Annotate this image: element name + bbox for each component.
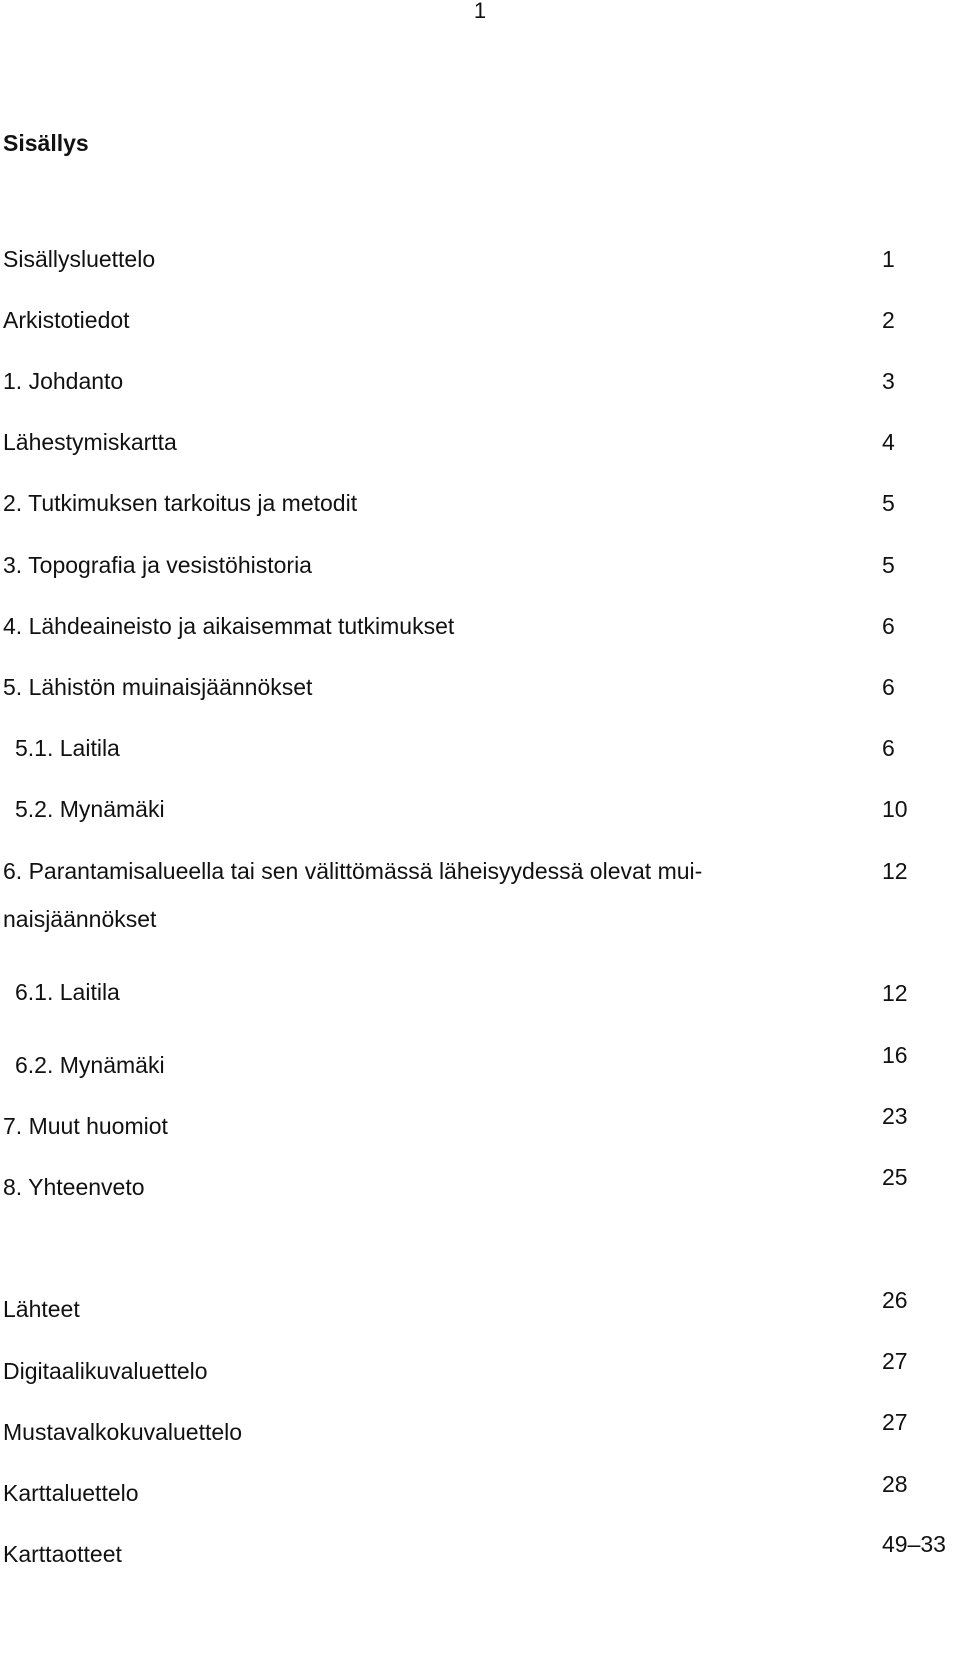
toc-entry-title: 3. Topografia ja vesistöhistoria — [3, 552, 312, 578]
toc-entry-title: Lähestymiskartta — [3, 429, 177, 455]
toc-entry-page: 16 — [882, 1042, 908, 1068]
toc-entry-title: 6.2. Mynämäki — [15, 1052, 165, 1078]
toc-entry-title: 6. Parantamisalueella tai sen välittömässä läheisyydessä olevat mui- — [3, 858, 703, 884]
page-number: 1 — [473, 0, 487, 23]
toc-entry-page: 12 — [882, 858, 908, 884]
toc-entry-title: 5. Lähistön muinaisjäännökset — [3, 674, 313, 700]
toc-entry-title: Digitaalikuvaluettelo — [3, 1358, 208, 1384]
toc-entry-page: 2 — [882, 307, 895, 333]
toc-entry-title: 8. Yhteenveto — [3, 1174, 145, 1200]
toc-entry-page: 23 — [882, 1103, 908, 1129]
toc-entry-title: Mustavalkokuvaluettelo — [3, 1419, 243, 1445]
toc-entry-page: 26 — [882, 1287, 908, 1313]
toc-entry-page: 6 — [882, 735, 895, 761]
toc-entry-title: Karttaotteet — [3, 1541, 122, 1567]
toc-entry-title: Lähteet — [3, 1296, 80, 1322]
toc-entry-title: 6.1. Laitila — [15, 979, 120, 1005]
toc-entry-title: Sisällysluettelo — [3, 246, 156, 272]
toc-entry-page: 12 — [882, 980, 908, 1006]
toc-entry-title: 1. Johdanto — [3, 368, 124, 394]
toc-entry-page: 49–33 — [882, 1531, 946, 1557]
toc-entry-title-continuation: naisjäännökset — [3, 906, 157, 932]
toc-entry-page: 5 — [882, 552, 895, 578]
toc-entry-page: 27 — [882, 1409, 908, 1435]
toc-entry-page: 10 — [882, 796, 908, 822]
toc-entry-page: 4 — [882, 429, 895, 455]
toc-entry-page: 3 — [882, 368, 895, 394]
toc-entry-page: 25 — [882, 1164, 908, 1190]
toc-entry-page: 5 — [882, 490, 895, 516]
toc-entry-page: 6 — [882, 674, 895, 700]
toc-heading: Sisällys — [3, 130, 89, 156]
toc-entry-title: 2. Tutkimuksen tarkoitus ja metodit — [3, 490, 358, 516]
toc-entry-page: 28 — [882, 1471, 908, 1497]
toc-entry-page: 6 — [882, 613, 895, 639]
toc-entry-page: 27 — [882, 1348, 908, 1374]
toc-entry-title: Karttaluettelo — [3, 1480, 139, 1506]
toc-entry-title: Arkistotiedot — [3, 307, 130, 333]
toc-entry-page: 1 — [882, 246, 895, 272]
toc-entry-title: 5.1. Laitila — [15, 735, 120, 761]
toc-entry-title: 5.2. Mynämäki — [15, 796, 165, 822]
toc-entry-title: 7. Muut huomiot — [3, 1113, 168, 1139]
toc-entry-title: 4. Lähdeaineisto ja aikaisemmat tutkimukset — [3, 613, 455, 639]
